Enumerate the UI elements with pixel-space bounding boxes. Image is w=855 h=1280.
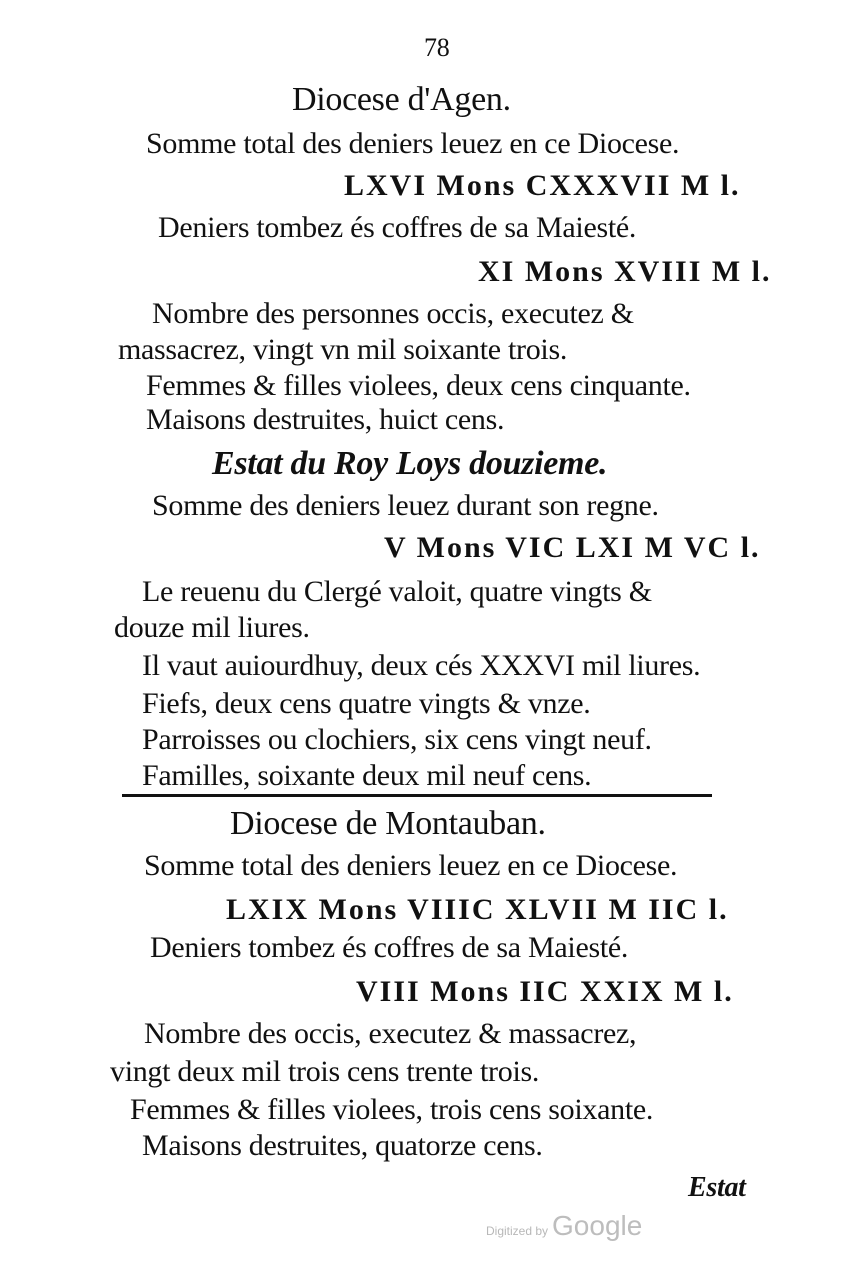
section-title-louis-xii: Estat du Roy Loys douzieme. <box>212 445 608 482</box>
text-line: Parroisses ou clochiers, six cens vingt neuf. <box>142 723 652 756</box>
section-title-agen: Diocese d'Agen. <box>292 81 511 118</box>
text-line: Somme des deniers leuez durant son regne. <box>152 489 659 522</box>
page-number: 78 <box>424 33 450 62</box>
catchword: Estat <box>688 1172 746 1203</box>
text-line: Maisons destruites, quatorze cens. <box>142 1129 543 1162</box>
text-line: Deniers tombez és coffres de sa Maiesté. <box>150 931 629 964</box>
text-line: Maisons destruites, huict cens. <box>146 403 505 436</box>
roman-sum: XI Mons XVIII M l. <box>478 255 772 288</box>
roman-sum: LXIX Mons VIIIC XLVII M IIC l. <box>226 893 729 926</box>
text-line: Nombre des occis, executez & massacrez, <box>144 1017 637 1050</box>
text-line: Fiefs, deux cens quatre vingts & vnze. <box>142 687 591 720</box>
text-line: Femmes & filles violees, trois cens soixante. <box>130 1093 654 1126</box>
text-line: vingt deux mil trois cens trente trois. <box>110 1055 540 1088</box>
text-line: Deniers tombez és coffres de sa Maiesté. <box>158 211 637 244</box>
text-line: Le reuenu du Clergé valoit, quatre vingts & <box>142 575 652 608</box>
section-title-montauban: Diocese de Montauban. <box>230 805 546 842</box>
roman-sum: LXVI Mons CXXXVII M l. <box>344 169 741 202</box>
digitized-by-watermark <box>486 1210 642 1242</box>
text-line: Il vaut auiourdhuy, deux cés XXXVI mil liures. <box>142 649 701 682</box>
text-line: Femmes & filles violees, deux cens cinquante. <box>146 369 691 402</box>
roman-sum: VIII Mons IIC XXIX M l. <box>356 975 734 1008</box>
text-line: massacrez, vingt vn mil soixante trois. <box>118 333 568 366</box>
roman-sum: V Mons VIC LXI M VC l. <box>384 531 761 564</box>
text-line: douze mil liures. <box>114 611 310 644</box>
text-line: Nombre des personnes occis, executez & <box>152 297 634 330</box>
text-line: Somme total des deniers leuez en ce Diocese. <box>146 127 680 160</box>
google-logo: Google <box>552 1210 643 1241</box>
text-line: Somme total des deniers leuez en ce Diocese. <box>144 849 678 882</box>
section-divider <box>122 794 712 797</box>
watermark-prefix: Digitized by <box>486 1224 549 1238</box>
text-line: Familles, soixante deux mil neuf cens. <box>142 759 592 792</box>
